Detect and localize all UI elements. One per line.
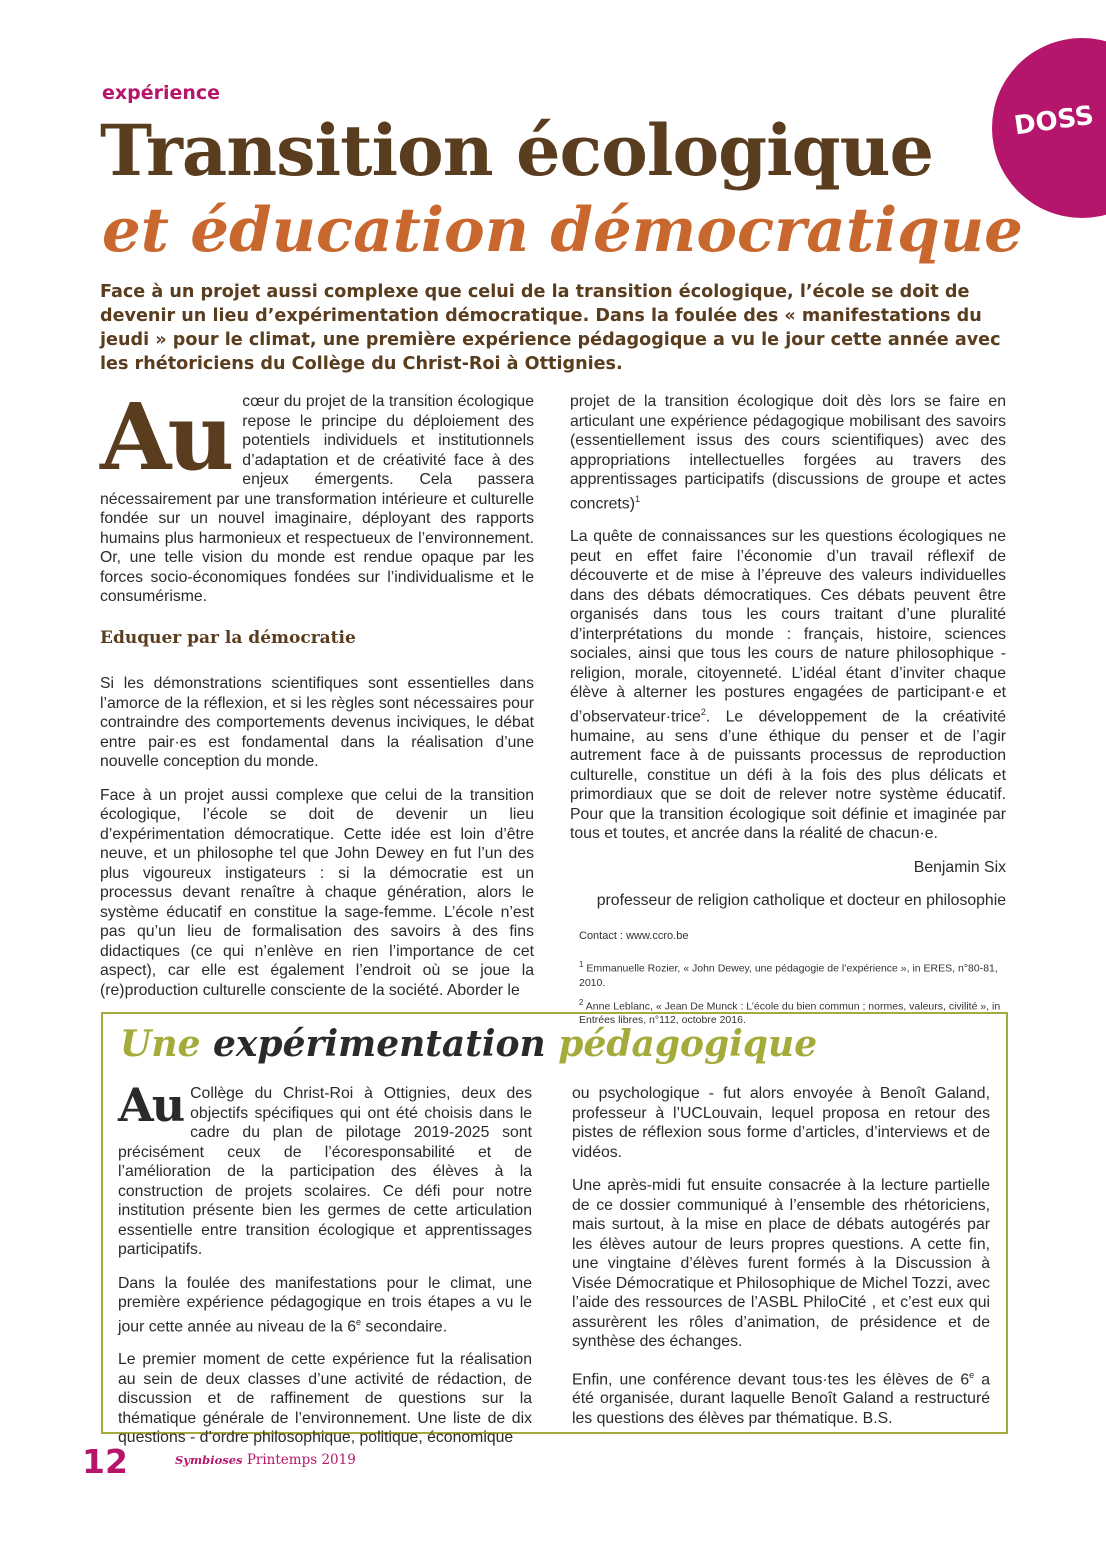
paragraph: projet de la transition écologique doit dès lors se faire en articulant une expérience pédagogique mobilisant des savoirs (essentiellement issus des cours scientifiques) avec des appropriations intellectuelles forgées au travers des apprentissages participatifs (discussions de groupe et actes concrets)$^1$ [570, 393, 1006, 512]
footnote-1: $^1$ Emmanuelle Rozier, « John Dewey, une pédagogie de l’expérience », in ERES, n°80-81, 2010. [579, 960, 998, 989]
author-name: Benjamin Six [913, 858, 1006, 876]
paragraph: Si les démonstrations scientifiques sont essentielles dans l’amorce de la réflexion, et si les règles sont nécessaires pour contraindre des comportements devenus inciviques, le débat entre pair·es est fondamental dans la réalisation d’une nouvelle conception du monde. [100, 675, 534, 770]
footnote-ref[interactable]: 1 [634, 493, 640, 504]
article-column-right [570, 392, 1006, 1033]
paragraph: ou psychologique - fut alors envoyée à Benoît Galand, professeur à l’UCLouvain, lequel proposa en retour des pistes de réflexion sous forme d’articles, d’interviews et de vidéos. [572, 1085, 990, 1161]
section-rubric: expérience [102, 82, 221, 104]
magazine-name: Symbioses [175, 1453, 243, 1467]
magazine-footer [175, 1452, 356, 1468]
paragraph: La quête de connaissances sur les questions écologiques ne peut en effet faire l’économie d’un travail réflexif de découverte et de mise à l’épreuve des valeurs individuelles dans des débats démocratiques. Ces débats peuvent être organisés dans tous les cours traitant d’une pluralité d’interprétations du monde : français, histoire, sciences sociales, ainsi que tous les cours de nature philosophique - religion, morale, citoyenneté. L’idéal étant d’inviter chaque élève à alterner les postures engagées de participant·e et d’observateur·trice$^2$. Le développement de la créativité humaine, au sens d’une éthique du penser et de l’agir autrement face à de puissants processus de reproduction culturelle, constitue un défi à la fois des plus délicats et primordiaux que se doit de relever notre système éducatif. Pour que la transition écologique soit définie et imaginée par tous et toutes, et ancrée dans la réalité de chacun·e. [570, 528, 1006, 843]
article-subtitle: et éducation démocratique [102, 195, 1023, 266]
intro-paragraph: Au Collège du Christ-Roi à Ottignies, deux des objectifs spécifiques qui ont été choisis dans le cadre du plan de pilotage 2019-2025 sont précisément ceux de l’écoresponsabilité et de l’amélioration de la participation des élèves à la construction de projets scolaires. Ce défi pour notre institution présente bien les germes de cette articulation essentielle entre transition écologique et apprentissages participatifs. [118, 1078, 532, 1258]
section-heading: Eduquer par la démocratie [100, 627, 356, 648]
paragraph: Une après-midi fut ensuite consacrée à la lecture partielle de ce dossier communiqué à l’ensemble des rhétoriciens, mais surtout, à la mise en place de débats autogérés par les élèves autour de leurs propres questions. A cette fin, une vingtaine d’élèves furent formés à la Discussion à Visée Démocratique et Philosophique de Michel Tozzi, avec l’aide des ressources de l’ASBL PhiloCité , et c’est eux qui assurèrent les rôles d’animation, de présidence et de synthèse des échanges. [572, 1177, 990, 1350]
footnote-ref[interactable]: 2 [700, 706, 706, 717]
paragraph: Dans la foulée des manifestations pour le climat, une première expérience pédagogique en trois étapes a vu le jour cette année au niveau de la 6e secondaire. [118, 1274, 532, 1335]
drop-cap: Au [100, 383, 231, 491]
page-number: 12 [82, 1442, 128, 1481]
article-lead: Face à un projet aussi complexe que celui de la transition écologique, l’école se doit de devenir un lieu d’expérimentation démocratique. Dans la foulée des « manifestations du jeudi » pour le climat, une première expérience pédagogique a vu le jour cette année avec les rhétoriciens du Collège du Christ-Roi à Ottignies. [100, 282, 1001, 374]
paragraph: Le premier moment de cette expérience fut la réalisation au sein de deux classes d’une activité de rédaction, de discussion et de raffinement de questions sur la thématique générale de l’environnement. Une liste de dix questions - d’ordre philosophique, politique, économique [118, 1351, 532, 1447]
dossier-tab-label: DOSS [1012, 100, 1096, 142]
intro-paragraph [100, 383, 534, 607]
author-role: professeur de religion catholique et docteur en philosophie [596, 892, 1006, 910]
box-column-right [572, 1084, 990, 1442]
paragraph: Enfin, une conférence devant tous·tes les élèves de 6e a été organisée, durant laquelle Benoît Galand a restructuré les questions des élèves par thématique. B.S. [572, 1369, 990, 1427]
article-column-left [100, 383, 534, 1014]
paragraph-text: cœur du projet de la transition écologique repose le principe du déploiement des potentiels individuels et institutionnels d’adaptation et de créativité face à des enjeux émergents. Cela passera nécessairement par une transformation intérieure et culturelle fondée sur un nouvel imaginaire, déployant des rapports humains plus harmonieux et respectueux de l’environnement. Or, une telle vision du monde est rendue opaque par les forces socio-économiques fondées sur l’individualisme et le consumérisme. [100, 393, 534, 605]
drop-cap: Au [118, 1078, 184, 1132]
box-title: Une expérimentation pédagogique [120, 1023, 818, 1065]
footnote-2: $^2$ Anne Leblanc, « Jean De Munck : L’école du bien commun ; normes, valeurs, civilité », in Entrées libres, n°112, octobre 2016. [579, 997, 1001, 1027]
article-title: Transition écologique [100, 109, 934, 192]
issue-label: Printemps 2019 [246, 1452, 356, 1468]
paragraph: Face à un projet aussi complexe que celui de la transition écologique, l’école se doit de devenir un lieu d’expérimentation démocratique. Cette idée est loin d’être neuve, et un philosophe tel que John Dewey en fut l’un des plus vigoureux instigateurs : si la démocratie est un processus devant renaître à chaque génération, alors le système éducatif en constitue la sage-femme. L’école n’est pas qu’un lieu de formalisation des savoirs à des fins didactiques (ce qui n’enlève en rien l’importance de cet aspect), car elle est également l’endroit où se joue la (re)production culturelle consciente de la société. Aborder le [100, 786, 534, 999]
contact-link[interactable]: Contact : www.ccro.be [579, 929, 689, 942]
box-column-left [118, 1078, 532, 1462]
